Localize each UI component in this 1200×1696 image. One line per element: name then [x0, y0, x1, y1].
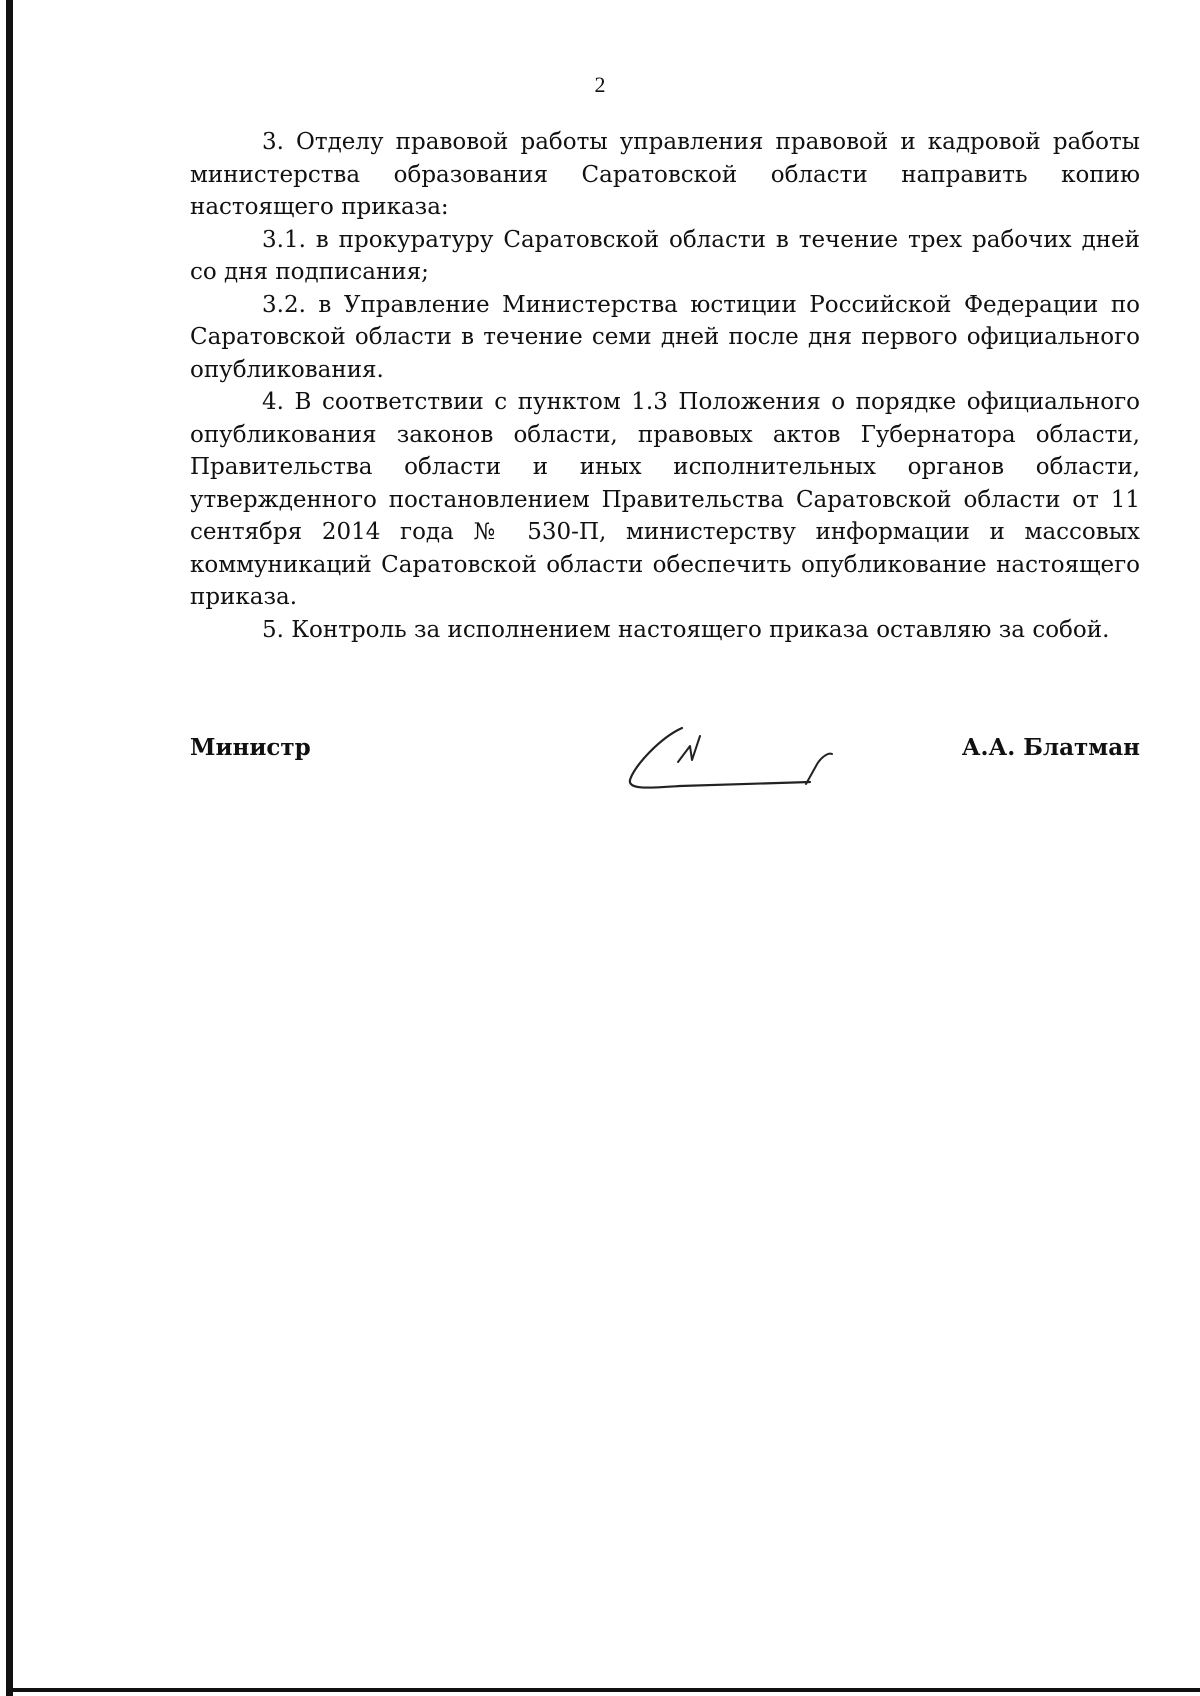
signer-position: Министр — [190, 734, 311, 761]
paragraph-3: 3. Отделу правовой работы управления правовой и кадровой работы министерства образования Саратовской области направить копию настоящего приказа: — [190, 129, 1140, 220]
signer-name: А.А. Блатман — [961, 734, 1140, 761]
document-body — [190, 126, 1140, 646]
paragraph-4: 4. В соответствии с пунктом 1.3 Положения о порядке официального опубликования законов области, правовых актов Губернатора области, Правительства области и иных исполнительных органов области, утвержденного постановлением Правительства Саратовской области от 11 сентября 2014 года № 530-П, министерству информации и массовых коммуникаций Саратовской области обеспечить опубликование настоящего приказа. — [190, 389, 1140, 610]
paragraph-5: 5. Контроль за исполнением настоящего приказа оставляю за собой. — [262, 616, 1110, 643]
scan-edge-bottom — [6, 1688, 1200, 1692]
paragraph-3-1: 3.1. в прокуратуру Саратовской области в течение трех рабочих дней со дня подписания; — [190, 226, 1140, 285]
scan-edge-left — [6, 0, 13, 1696]
signature-block — [190, 734, 1140, 814]
page-number: 2 — [594, 72, 606, 97]
paragraph-3-2: 3.2. в Управление Министерства юстиции Российской Федерации по Саратовской области в течение семи дней после дня первого официального опубликования. — [190, 291, 1140, 383]
handwritten-signature — [620, 714, 860, 804]
